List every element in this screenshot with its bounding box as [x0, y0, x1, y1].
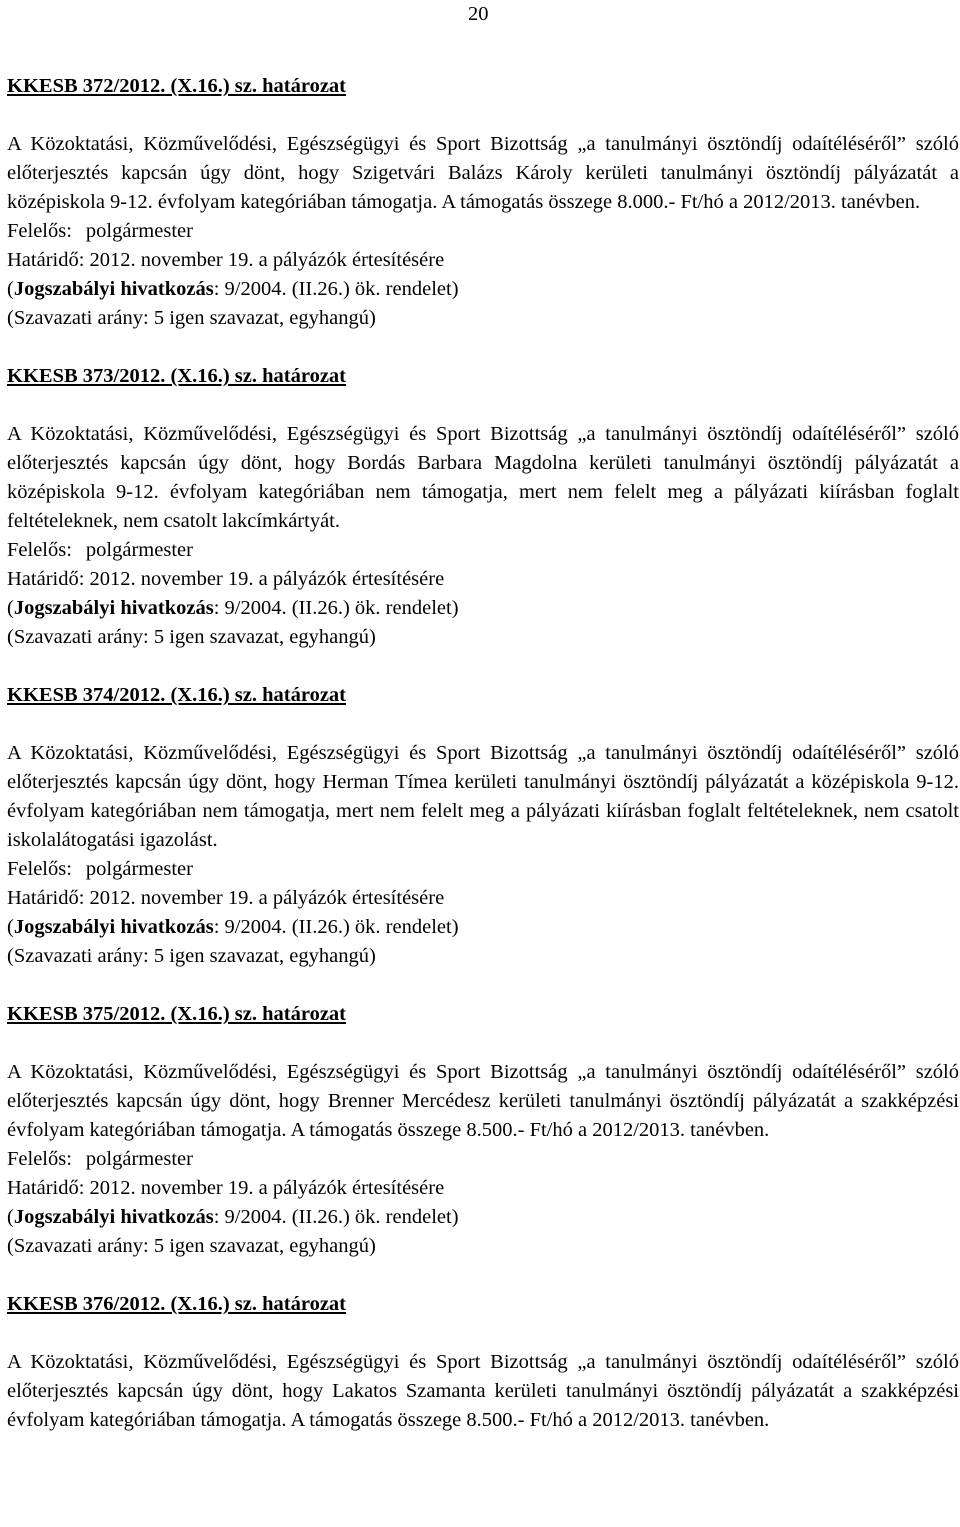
- document-body: [7, 72, 959, 1435]
- deadline-line: Határidő: 2012. november 19. a pályázók értesítésére: [7, 1177, 445, 1199]
- responsible-label: Felelős:: [7, 220, 72, 242]
- resolution-376: [7, 1290, 959, 1435]
- responsible-label: Felelős:: [7, 858, 72, 880]
- resolution-text: A Közoktatási, Közművelődési, Egészségügyi és Sport Bizottság „a tanulmányi ösztöndíj odaítéléséről” szóló előterjesztés kapcsán úgy dönt, hogy Brenner Mercédesz kerületi tanulmányi ösztöndíj pályázatát a szakképzési évfolyam kategóriában támogatja. A támogatás összege 8.500.- Ft/hó a 2012/2013. tanévben.: [7, 1061, 959, 1141]
- resolution-375: [7, 1000, 959, 1261]
- responsible-line: [7, 536, 959, 565]
- legal-reference: (Jogszabályi hivatkozás: 9/2004. (II.26.) ök. rendelet): [7, 597, 459, 619]
- vote-ratio: (Szavazati arány: 5 igen szavazat, egyhangú): [7, 307, 376, 329]
- responsible-line: [7, 1145, 959, 1174]
- resolution-372: [7, 72, 959, 333]
- responsible-label: Felelős:: [7, 1148, 72, 1170]
- legal-reference-label: Jogszabályi hivatkozás: [13, 1206, 214, 1228]
- legal-reference-label: Jogszabályi hivatkozás: [13, 597, 214, 619]
- legal-reference-value: : 9/2004. (II.26.) ök. rendelet): [213, 916, 459, 938]
- deadline-line: Határidő: 2012. november 19. a pályázók értesítésére: [7, 887, 445, 909]
- page-number: 20: [468, 3, 489, 25]
- resolution-heading: KKESB 374/2012. (X.16.) sz. határozat: [7, 684, 347, 706]
- resolution-text: A Közoktatási, Közművelődési, Egészségügyi és Sport Bizottság „a tanulmányi ösztöndíj odaítéléséről” szóló előterjesztés kapcsán úgy dönt, hogy Bordás Barbara Magdolna kerületi tanulmányi ösztöndíj pályázatát a középiskola 9-12. évfolyam kategóriában nem támogatja, mert nem felelt meg a pályázati kiírásban foglalt feltételeknek, nem csatolt lakcímkártyát.: [7, 423, 959, 532]
- responsible-line: [7, 217, 959, 246]
- resolution-heading: KKESB 372/2012. (X.16.) sz. határozat: [7, 75, 347, 97]
- legal-reference-value: : 9/2004. (II.26.) ök. rendelet): [213, 278, 459, 300]
- legal-reference: (Jogszabályi hivatkozás: 9/2004. (II.26.) ök. rendelet): [7, 278, 459, 300]
- vote-ratio: (Szavazati arány: 5 igen szavazat, egyhangú): [7, 1235, 376, 1257]
- resolution-heading: KKESB 376/2012. (X.16.) sz. határozat: [7, 1293, 347, 1315]
- vote-ratio: (Szavazati arány: 5 igen szavazat, egyhangú): [7, 945, 376, 967]
- vote-ratio: (Szavazati arány: 5 igen szavazat, egyhangú): [7, 626, 376, 648]
- legal-reference-value: : 9/2004. (II.26.) ök. rendelet): [213, 1206, 459, 1228]
- deadline-line: Határidő: 2012. november 19. a pályázók értesítésére: [7, 249, 445, 271]
- resolution-heading: KKESB 375/2012. (X.16.) sz. határozat: [7, 1003, 347, 1025]
- deadline-line: Határidő: 2012. november 19. a pályázók értesítésére: [7, 568, 445, 590]
- resolution-heading: KKESB 373/2012. (X.16.) sz. határozat: [7, 365, 347, 387]
- legal-reference-value: : 9/2004. (II.26.) ök. rendelet): [213, 597, 459, 619]
- resolution-text: A Közoktatási, Közművelődési, Egészségügyi és Sport Bizottság „a tanulmányi ösztöndíj odaítéléséről” szóló előterjesztés kapcsán úgy dönt, hogy Szigetvári Balázs Károly kerületi tanulmányi ösztöndíj pályázatát a középiskola 9-12. évfolyam kategóriában támogatja. A támogatás összege 8.000.- Ft/hó a 2012/2013. tanévben.: [7, 133, 959, 213]
- resolution-text: A Közoktatási, Közművelődési, Egészségügyi és Sport Bizottság „a tanulmányi ösztöndíj odaítéléséről” szóló előterjesztés kapcsán úgy dönt, hogy Herman Tímea kerületi tanulmányi ösztöndíj pályázatát a középiskola 9-12. évfolyam kategóriában nem támogatja, mert nem felelt meg a pályázati kiírásban foglalt feltételeknek, nem csatolt iskolalátogatási igazolást.: [7, 742, 959, 851]
- resolution-374: [7, 681, 959, 971]
- responsible-value: polgármester: [85, 220, 193, 242]
- resolution-text: A Közoktatási, Közművelődési, Egészségügyi és Sport Bizottság „a tanulmányi ösztöndíj odaítéléséről” szóló előterjesztés kapcsán úgy dönt, hogy Lakatos Szamanta kerületi tanulmányi ösztöndíj pályázatát a szakképzési évfolyam kategóriában támogatja. A támogatás összege 8.500.- Ft/hó a 2012/2013. tanévben.: [7, 1351, 959, 1431]
- responsible-line: [7, 855, 959, 884]
- legal-reference-label: Jogszabályi hivatkozás: [13, 916, 214, 938]
- legal-reference: (Jogszabályi hivatkozás: 9/2004. (II.26.) ök. rendelet): [7, 916, 459, 938]
- responsible-label: Felelős:: [7, 539, 72, 561]
- responsible-value: polgármester: [85, 539, 193, 561]
- legal-reference-label: Jogszabályi hivatkozás: [13, 278, 214, 300]
- legal-reference: (Jogszabályi hivatkozás: 9/2004. (II.26.) ök. rendelet): [7, 1206, 459, 1228]
- resolution-373: [7, 362, 959, 652]
- responsible-value: polgármester: [85, 858, 193, 880]
- responsible-value: polgármester: [85, 1148, 193, 1170]
